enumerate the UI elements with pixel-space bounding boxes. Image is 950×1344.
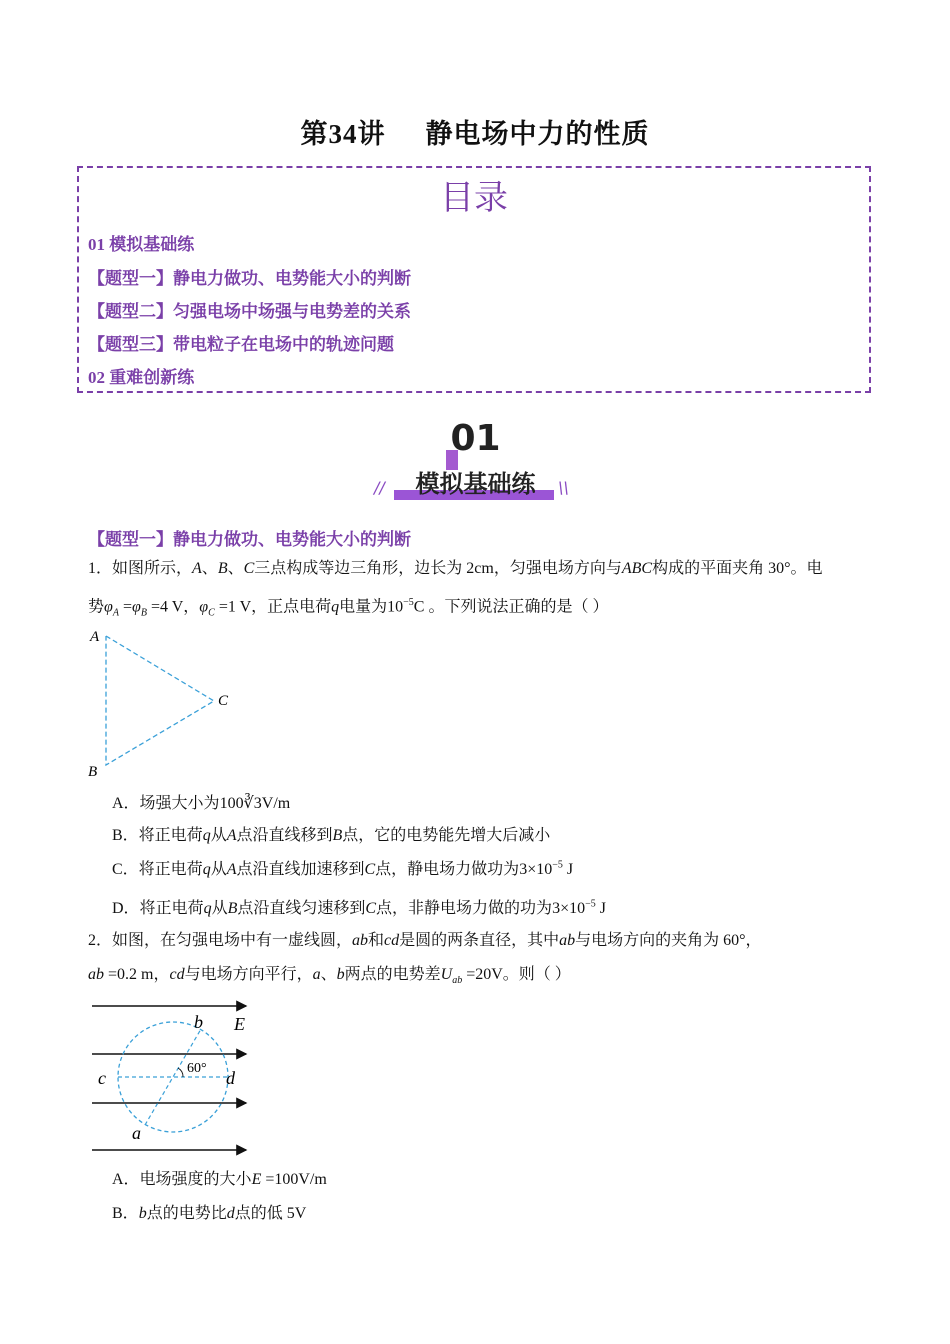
page-title <box>0 112 950 151</box>
triangle-figure <box>86 624 246 784</box>
toc-heading: 目录 <box>440 180 508 217</box>
subsection-title: 【题型一】静电力做功、电势能大小的判断 <box>88 530 411 549</box>
toc-item[interactable]: 【题型一】静电力做功、电势能大小的判断 <box>88 269 411 288</box>
q1-option-d[interactable]: D．将正电荷q从B点沿直线匀速移到C点，非静电场力做的功为$3\times 10^{-5}$ J <box>112 898 606 917</box>
q2-line2: ab =0.2 m，cd与电场方向平行，a、b两点的电势差$U_{ab} =20V$。则（ ） <box>88 966 571 987</box>
section-title: 模拟基础练 <box>415 470 536 498</box>
q1-option-a[interactable]: A．场强大小为100∛3V/m <box>112 795 291 812</box>
circle-field-figure <box>86 996 266 1156</box>
toc-item[interactable]: 01 模拟基础练 <box>88 235 195 254</box>
toc-item[interactable]: 02 重难创新练 <box>88 368 195 387</box>
label-b: b <box>194 1012 203 1032</box>
label-c: c <box>98 1068 106 1088</box>
left-slash-decoration: // <box>374 478 385 497</box>
label-d: d <box>226 1068 235 1088</box>
right-slash-decoration: \\ <box>558 478 569 497</box>
label-a: a <box>132 1123 141 1143</box>
q2-option-b[interactable]: B．b点的电势比d点的低 5V <box>112 1205 307 1222</box>
toc-item[interactable]: 【题型三】带电粒子在电场中的轨迹问题 <box>88 335 394 354</box>
label-B: B <box>88 764 98 780</box>
toc-item[interactable]: 【题型二】匀强电场中场强与电势差的关系 <box>88 302 411 321</box>
lecture-number: 第34讲 <box>300 119 386 149</box>
q1-line2: 势$\varphi_A =\varphi_B =4$ V，$\varphi_C =1$ V，正点电荷q电量为$10^{-5}C$ 。下列说法正确的是（ ） <box>88 597 609 619</box>
angle-arc <box>178 1068 183 1077</box>
label-C: C <box>218 693 229 709</box>
triangle-edges <box>106 636 214 765</box>
label-A: A <box>90 629 100 645</box>
label-E: E <box>234 1014 245 1034</box>
q1-line1: 1．如图所示，A、B、C三点构成等边三角形，边长为 2cm，匀强电场方向与ABC构成的平面夹角 30°。电 <box>88 560 823 577</box>
q2-line1: 2．如图，在匀强电场中有一虚线圆，ab和cd是圆的两条直径，其中ab与电场方向的夹角为 60°， <box>88 932 762 949</box>
angle-label: 60° <box>187 1061 207 1076</box>
q1-option-c[interactable]: C．将正电荷q从A点沿直线加速移到C点，静电场力做功为$3\times 10^{-5}$ J <box>112 859 574 878</box>
lecture-topic: 静电场中力的性质 <box>425 119 650 149</box>
q2-option-a[interactable]: A．电场强度的大小E =100V/m <box>112 1171 327 1188</box>
section-number: 01 <box>450 418 501 459</box>
q1-option-b[interactable]: B．将正电荷q从A点沿直线移到B点，它的电势能先增大后减小 <box>112 827 551 844</box>
section-banner <box>374 418 573 500</box>
